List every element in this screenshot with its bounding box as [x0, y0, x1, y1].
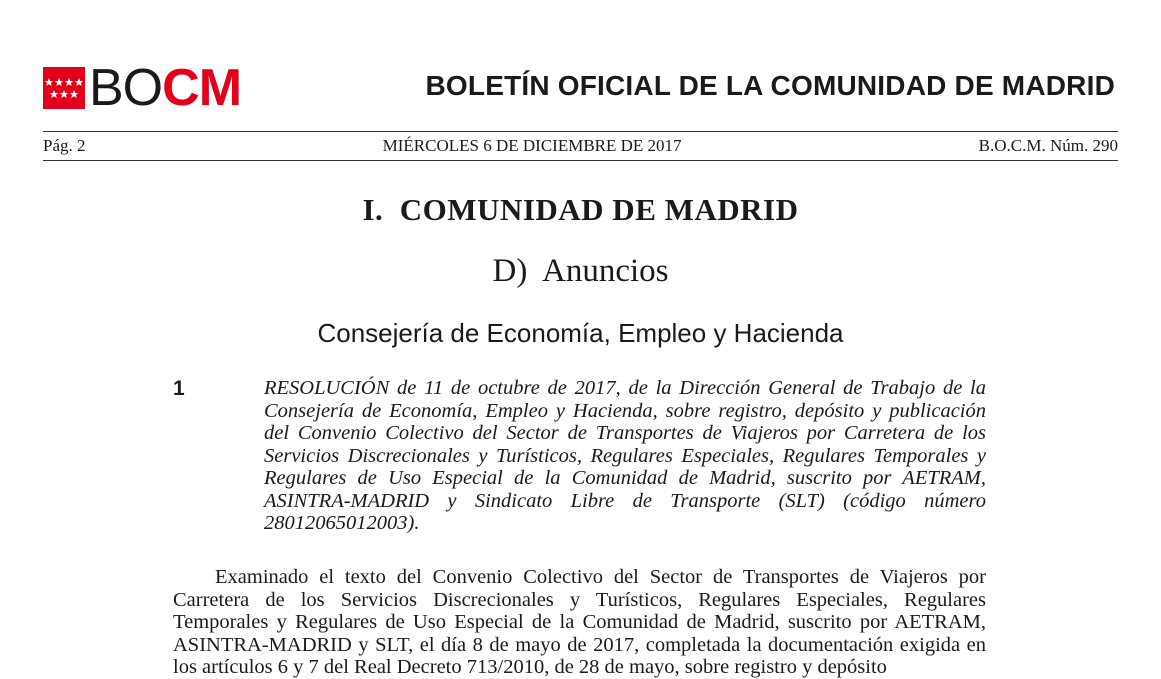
- logo-bo: BO: [89, 59, 163, 117]
- madrid-flag-icon: [43, 67, 85, 109]
- bocm-logo: [43, 59, 242, 117]
- page-number: Pág. 2: [43, 136, 86, 155]
- section-title: I. COMUNIDAD DE MADRID: [362, 192, 799, 227]
- bulletin-title: BOLETÍN OFICIAL DE LA COMUNIDAD DE MADRID: [425, 70, 1115, 101]
- issue-number: B.O.C.M. Núm. 290: [978, 136, 1118, 155]
- bocm-wordmark: [89, 59, 242, 117]
- meta-row: [43, 136, 1118, 156]
- subsection-title: D) Anuncios: [492, 253, 669, 289]
- logo-cm: CM: [162, 59, 242, 117]
- header-rule-top: [43, 131, 1118, 132]
- resolution-summary: RESOLUCIÓN de 11 de octubre de 2017, de la Dirección General de Trabajo de la Consejería de Economía, Empleo y Hacienda, sobre registro, depósito y publicación del Convenio Colectivo del Sector de Transportes de Viajeros por Carretera de los Servicios Discrecionales y Turísticos, Regulares Especiales, Regulares Temporales y Regulares de Uso Especial de la Comunidad de Madrid, suscrito por AETRAM, ASINTRA-MADRID y Sindicato Libre de Transporte (SLT) (código número 28012065012003).: [264, 377, 986, 534]
- header-rule-bottom: [43, 160, 1118, 161]
- department-title: Consejería de Economía, Empleo y Hacienda: [317, 318, 844, 348]
- body-paragraph: Examinado el texto del Convenio Colectivo del Sector de Transportes de Viajeros por Carretera de los Servicios Discrecionales y Turísticos, Regulares Especiales, Regulares Temporales y Regulares de Uso Especial de la Comunidad de Madrid, suscrito por AETRAM, ASINTRA-MADRID y SLT, el día 8 de mayo de 2017, completada la documentación exigida en los artículos 6 y 7 del Real Decreto 713/2010, de 28 de mayo, sobre registro y depósito: [173, 566, 986, 678]
- issue-date: MIÉRCOLES 6 DE DICIEMBRE DE 2017: [382, 136, 682, 155]
- entry-number: 1: [173, 377, 185, 400]
